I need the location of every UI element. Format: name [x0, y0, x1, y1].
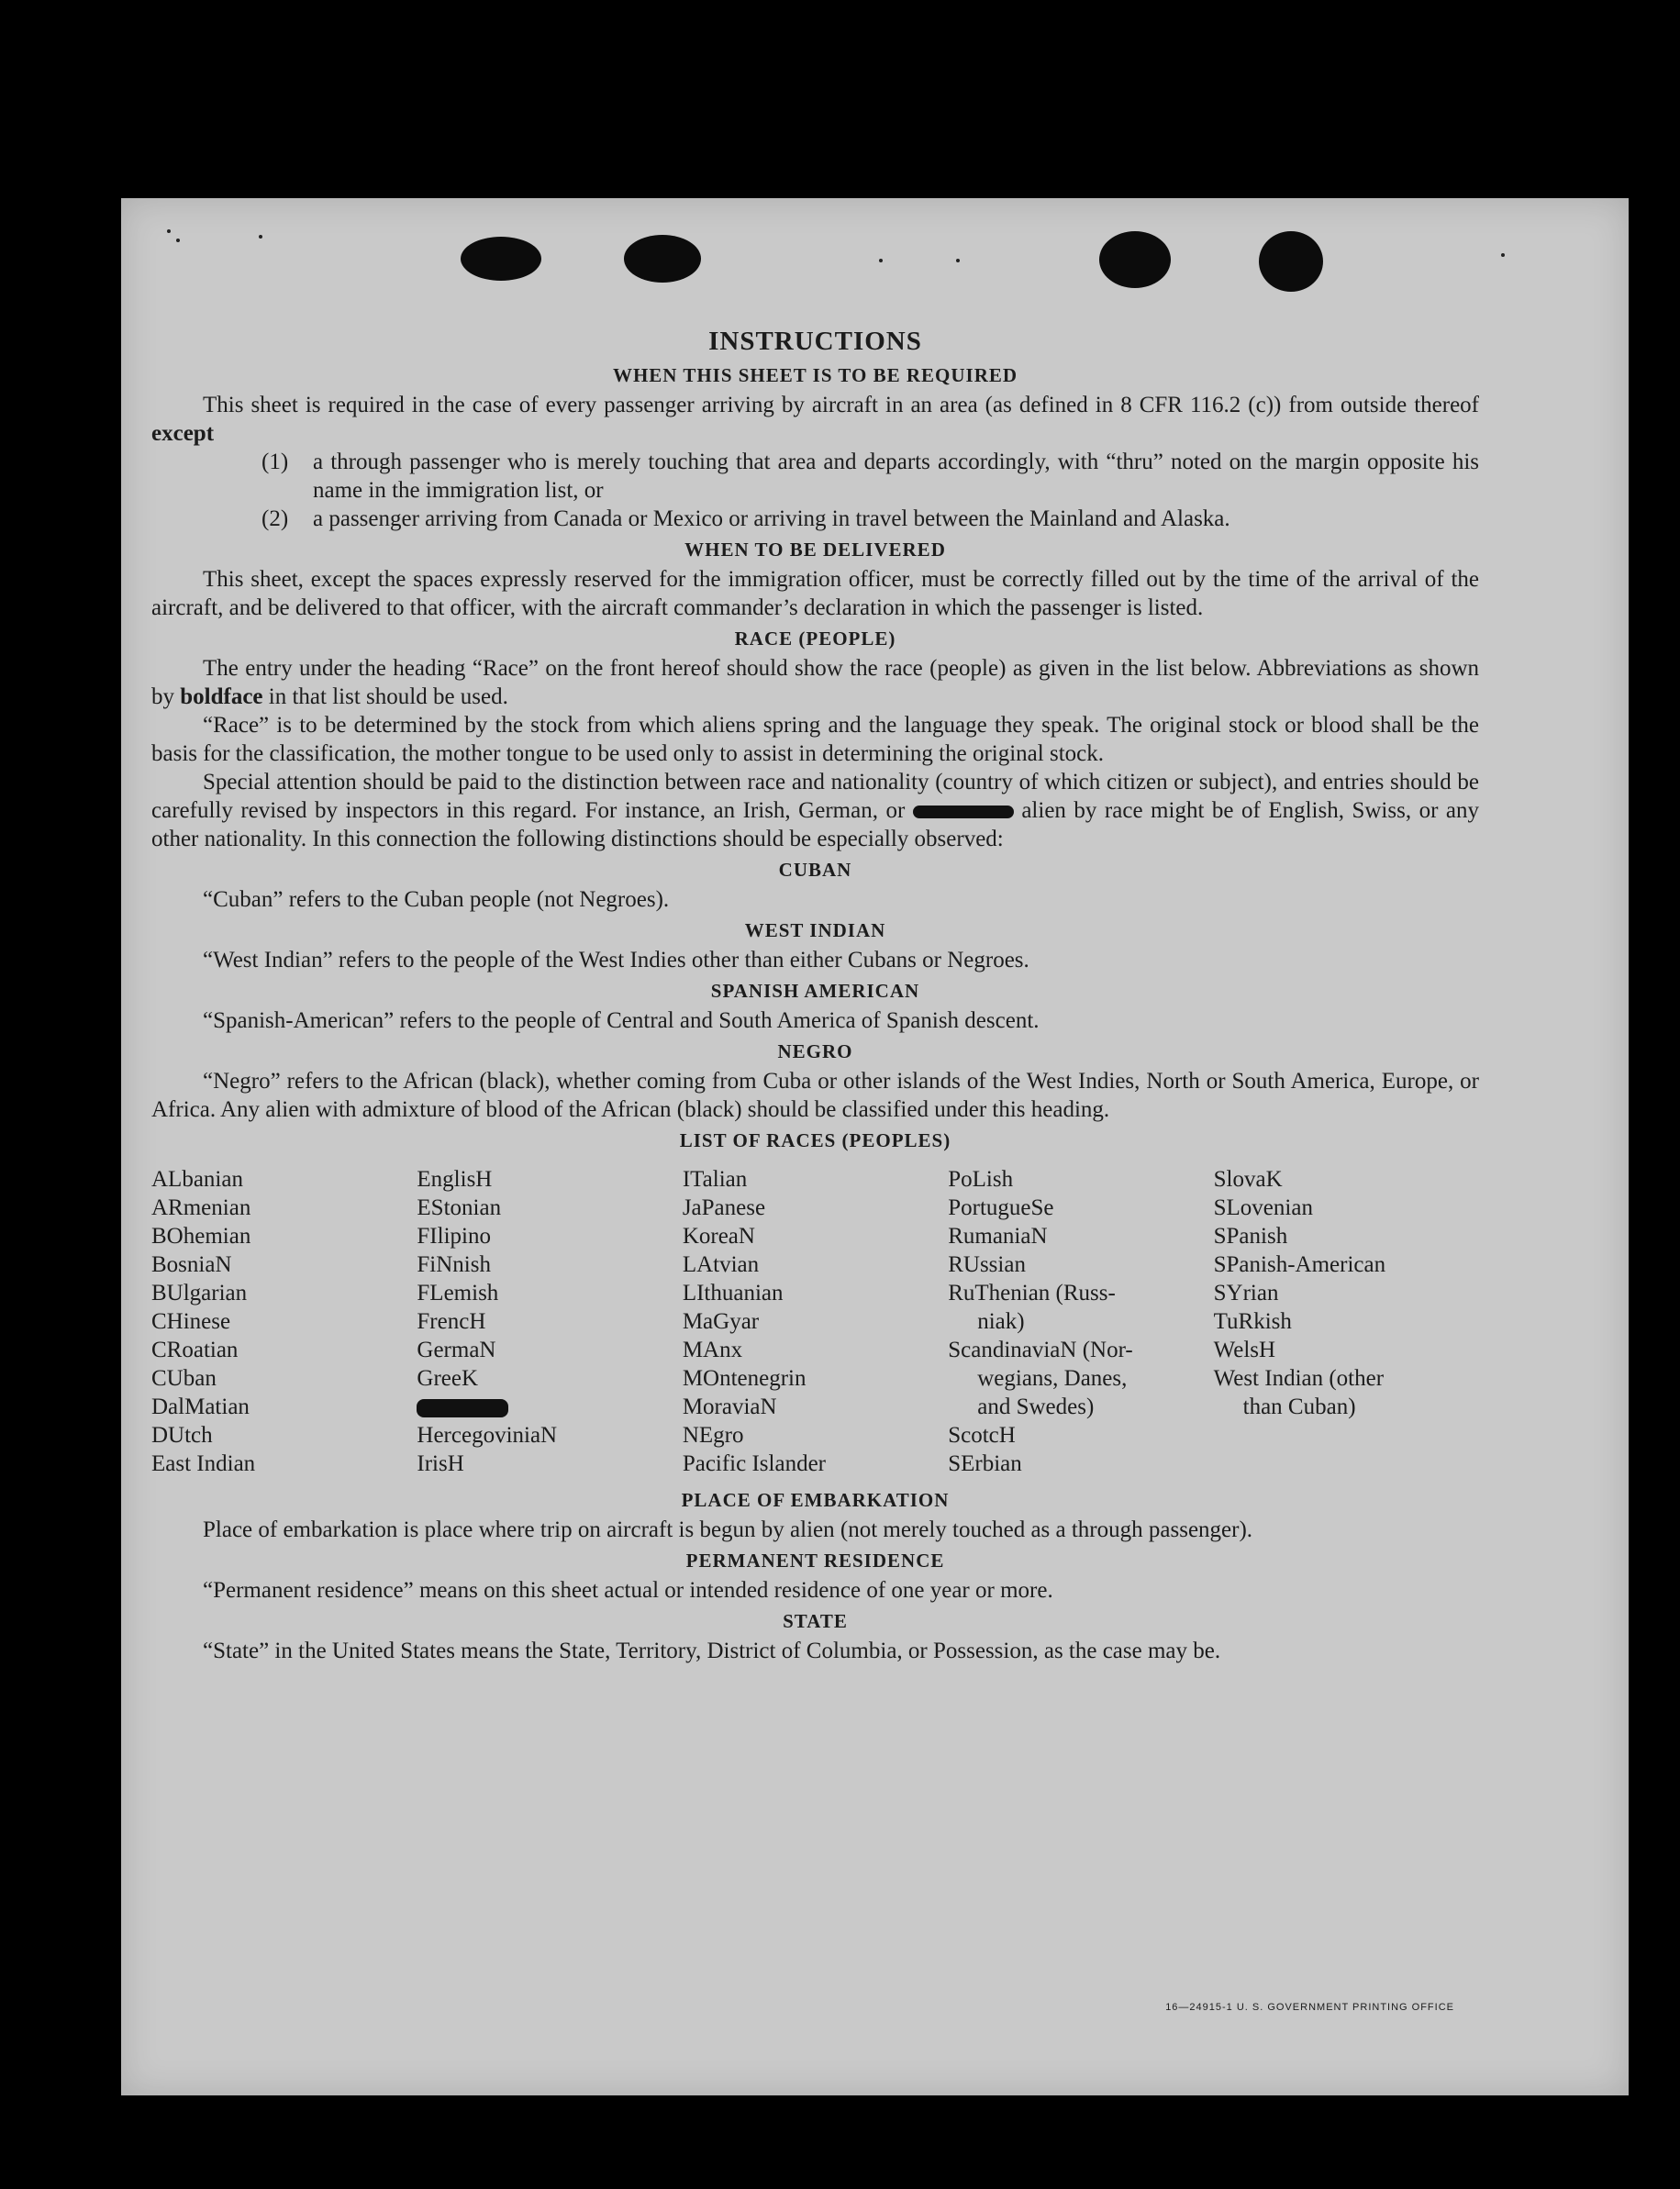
section-heading: PERMANENT RESIDENCE — [685, 1550, 945, 1572]
race-entry: PortugueSe — [948, 1195, 1054, 1220]
paragraph: Place of embarkation is place where trip on aircraft is begun by alien (not merely touched as a through passenger). — [203, 1517, 1253, 1542]
paragraph: “State” in the United States means the State, Territory, District of Columbia, or Possession, as the case may be. — [203, 1639, 1221, 1663]
race-entry: ScandinaviaN (Nor- — [948, 1338, 1133, 1362]
race-entry: CUban — [151, 1366, 217, 1391]
race-entry: IrisH — [417, 1451, 464, 1476]
punch-hole — [624, 235, 701, 283]
race-entry: ARmenian — [151, 1195, 251, 1220]
race-column — [1214, 1165, 1479, 1478]
race-entry: EnglisH — [417, 1167, 493, 1192]
race-entry: RumaniaN — [948, 1224, 1048, 1249]
race-entry: FiNnish — [417, 1252, 491, 1277]
race-entry: BUlgarian — [151, 1281, 248, 1306]
redaction-mark — [913, 806, 1014, 818]
race-entry: WelsH — [1213, 1338, 1276, 1362]
paragraph: “Spanish-American” refers to the people of Central and South America of Spanish descent. — [203, 1008, 1040, 1033]
paragraph: “Permanent residence” means on this sheet actual or intended residence of one year or more. — [203, 1578, 1053, 1603]
printing-office-code: 16—24915-1 U. S. GOVERNMENT PRINTING OFFICE — [1165, 2002, 1454, 2013]
race-entry: CHinese — [151, 1309, 231, 1334]
punch-hole — [461, 237, 541, 281]
race-entry: SPanish-American — [1213, 1252, 1386, 1277]
paragraph: The entry under the heading “Race” on the front hereof should show the race (people) as given in the list below. Abbreviations as shown by boldface in that list should be used. — [151, 656, 1479, 709]
race-entry: ITalian — [682, 1167, 748, 1192]
race-entry: and Swedes) — [977, 1395, 1095, 1419]
race-entry: than Cuban) — [1242, 1395, 1356, 1419]
race-entry: MAnx — [682, 1338, 743, 1362]
race-column — [683, 1165, 948, 1478]
race-column — [417, 1165, 682, 1478]
document-sheet — [121, 198, 1629, 2095]
race-entry: JaPanese — [682, 1195, 766, 1220]
race-list — [151, 1165, 1479, 1478]
race-entry: EStonian — [417, 1195, 502, 1220]
instructions-content — [151, 327, 1479, 1665]
section-heading: NEGRO — [777, 1040, 853, 1062]
section-heading: WEST INDIAN — [744, 919, 886, 941]
race-entry: HercegoviniaN — [417, 1423, 558, 1448]
race-entry: KoreaN — [682, 1224, 755, 1249]
punch-hole — [1099, 231, 1171, 288]
race-entry: PoLish — [948, 1167, 1014, 1192]
race-entry: MaGyar — [682, 1309, 760, 1334]
race-entry: SLovenian — [1213, 1195, 1313, 1220]
race-entry: BOhemian — [151, 1224, 251, 1249]
race-entry: SYrian — [1213, 1281, 1279, 1306]
race-entry: West Indian (other — [1213, 1366, 1385, 1391]
race-entry: BosniaN — [151, 1252, 232, 1277]
race-column — [151, 1165, 417, 1478]
paragraph: “Cuban” refers to the Cuban people (not Negroes). — [203, 887, 670, 912]
section-heading: SPANISH AMERICAN — [710, 980, 920, 1002]
section-heading: RACE (PEOPLE) — [734, 628, 896, 650]
race-entry: TuRkish — [1213, 1309, 1292, 1334]
race-entry: RUssian — [948, 1252, 1026, 1277]
race-entry: ALbanian — [151, 1167, 243, 1192]
list-item: (2) a passenger arriving from Canada or Mexico or arriving in travel between the Mainland and Alaska. — [261, 506, 1230, 531]
race-entry: GermaN — [417, 1338, 496, 1362]
race-entry: DUtch — [151, 1423, 213, 1448]
race-entry: RuThenian (Russ- — [948, 1281, 1116, 1306]
race-entry: niak) — [977, 1309, 1025, 1334]
punch-hole — [1259, 231, 1323, 292]
paragraph: Special attention should be paid to the distinction between race and nationality (country of which citizen or subject), and entries should be carefully revised by inspectors in this regard. For instance, an Irish, German, or alien by race might be of English, Swiss, or any other nationality. In this connection the following distinctions should be especially observed: — [151, 770, 1480, 851]
race-entry: GreeK — [417, 1366, 479, 1391]
race-entry: wegians, Danes, — [977, 1366, 1128, 1391]
race-entry — [417, 1393, 682, 1421]
section-heading: WHEN TO BE DELIVERED — [684, 539, 946, 561]
race-entry: ScotcH — [948, 1423, 1016, 1448]
paragraph: This sheet, except the spaces expressly reserved for the immigration officer, must be correctly filled out by the time of the arrival of the aircraft, and be delivered to that officer, with the aircraft commander’s declaration in which the passenger is listed. — [151, 567, 1479, 620]
race-entry: LIthuanian — [682, 1281, 784, 1306]
paragraph: “Race” is to be determined by the stock from which aliens spring and the language they speak. The original stock or blood shall be the basis for the classification, the mother tongue to be used only to assist in determining the original stock. — [151, 713, 1479, 766]
race-entry: LAtvian — [682, 1252, 760, 1277]
race-entry: FrencH — [417, 1309, 486, 1334]
section-heading: WHEN THIS SHEET IS TO BE REQUIRED — [612, 364, 1018, 386]
race-entry: SErbian — [948, 1451, 1022, 1476]
section-heading: CUBAN — [778, 859, 852, 881]
race-entry: FIlipino — [417, 1224, 491, 1249]
race-entry: NEgro — [682, 1423, 744, 1448]
race-entry: SPanish — [1213, 1224, 1288, 1249]
paragraph: “Negro” refers to the African (black), whether coming from Cuba or other islands of the West Indies, North or South America, Europe, or Africa. Any alien with admixture of blood of the African (black) should be classified under this heading. — [151, 1069, 1479, 1122]
race-entry: Pacific Islander — [682, 1451, 826, 1476]
race-entry: FLemish — [417, 1281, 499, 1306]
paragraph: “West Indian” refers to the people of the West Indies other than either Cubans or Negroes. — [203, 948, 1029, 972]
race-entry: MoraviaN — [682, 1395, 777, 1419]
section-heading: STATE — [783, 1610, 848, 1632]
race-column — [948, 1165, 1213, 1478]
section-heading: PLACE OF EMBARKATION — [681, 1489, 950, 1511]
section-heading: LIST OF RACES (PEOPLES) — [679, 1129, 951, 1151]
race-entry: SlovaK — [1213, 1167, 1283, 1192]
page-title: INSTRUCTIONS — [708, 327, 922, 356]
list-item: (1) a through passenger who is merely touching that area and departs accordingly, with “thru” noted on the margin opposite his name in the immigration list, or — [261, 450, 1479, 503]
race-entry: DalMatian — [151, 1395, 250, 1419]
race-entry: MOntenegrin — [682, 1366, 807, 1391]
race-entry: East Indian — [151, 1451, 256, 1476]
paragraph: This sheet is required in the case of every passenger arriving by aircraft in an area (as defined in 8 CFR 116.2 (c)) from outside thereof except — [151, 393, 1479, 446]
redaction-mark — [417, 1399, 508, 1417]
race-entry: CRoatian — [151, 1338, 239, 1362]
